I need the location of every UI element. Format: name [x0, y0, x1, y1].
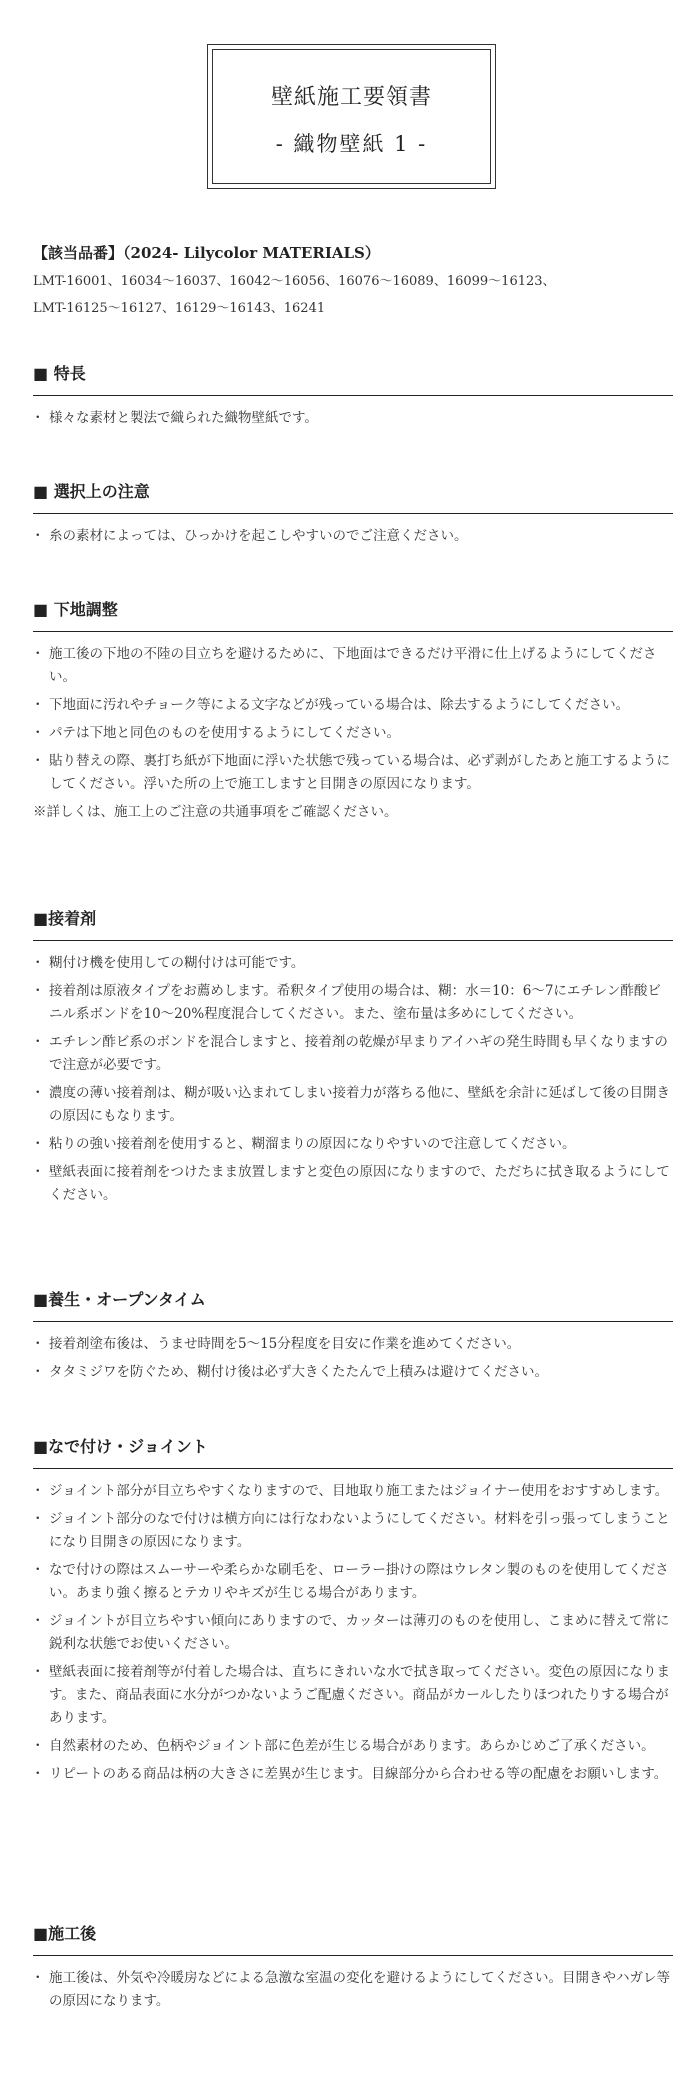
- list-item: ・ エチレン酢ビ系のボンドを混合しますと、接着剤の乾燥が早まりアイハギの発生時間も早くなりますので注意が必要です。: [33, 1031, 673, 1077]
- section-heading: ■施工後: [33, 1921, 673, 1956]
- list-item: ・ 糸の素材によっては、ひっかけを起こしやすいのでご注意ください。: [33, 525, 673, 548]
- list-item: ・ ジョイント部分のなで付けは横方向には行なわないようにしてください。材料を引っ張ってしまうことになり目開きの原因になります。: [33, 1508, 673, 1554]
- section-after-installation: [33, 1921, 673, 2018]
- list-item: ・ パテは下地と同色のものを使用するようにしてください。: [33, 722, 673, 745]
- section-list: [33, 643, 673, 796]
- section-heading: ■ 選択上の注意: [33, 479, 673, 514]
- list-item: ・ 接着剤は原液タイプをお薦めします。希釈タイプ使用の場合は、糊：水＝10：6〜7にエチレン酢酸ビニル系ボンドを10〜20%程度混合してください。また、塗布量は多めにしてください。: [33, 980, 673, 1026]
- list-item: ・ ジョイントが目立ちやすい傾向にありますので、カッターは薄刃のものを使用し、こまめに替えて常に鋭利な状態でお使いください。: [33, 1610, 673, 1656]
- document-subtitle: - 織物壁紙 1 -: [275, 132, 428, 156]
- list-item: ・ 施工後は、外気や冷暖房などによる急激な室温の変化を避けるようにしてください。目開きやハガレ等の原因になります。: [33, 1967, 673, 2013]
- product-codes-line-1: LMT-16001、16034〜16037、16042〜16056、16076〜16089、16099〜16123、: [33, 274, 556, 289]
- section-list: [33, 1967, 673, 2013]
- list-item: ・ 下地面に汚れやチョーク等による文字などが残っている場合は、除去するようにしてください。: [33, 694, 673, 717]
- section-list: [33, 1333, 673, 1384]
- list-item: ・ 壁紙表面に接着剤等が付着した場合は、直ちにきれいな水で拭き取ってください。変色の原因になります。また、商品表面に水分がつかないようご配慮ください。商品がカールしたりほつれたりする場合があります。: [33, 1661, 673, 1730]
- section-list: [33, 1480, 673, 1786]
- list-item: ・ 貼り替えの際、裏打ち紙が下地面に浮いた状態で残っている場合は、必ず剥がしたあと施工するようにしてください。浮いた所の上で施工しますと目開きの原因になります。: [33, 750, 673, 796]
- section-selection-notes: [33, 479, 673, 553]
- applicable-products: [33, 240, 673, 322]
- section-heading: ■なで付け・ジョイント: [33, 1434, 673, 1469]
- section-heading: ■ 下地調整: [33, 597, 673, 632]
- document-title: 壁紙施工要領書: [270, 85, 432, 110]
- list-item: ・ ジョイント部分が目立ちやすくなりますので、目地取り施工またはジョイナー使用をおすすめします。: [33, 1480, 673, 1503]
- list-item: ・ 施工後の下地の不陸の目立ちを避けるために、下地面はできるだけ平滑に仕上げるようにしてください。: [33, 643, 673, 689]
- section-adhesive: [33, 906, 673, 1212]
- products-heading: 【該当品番】: [33, 244, 124, 262]
- product-codes-line-2: LMT-16125〜16127、16129〜16143、16241: [33, 301, 326, 316]
- list-item: ・ タタミジワを防ぐため、糊付け後は必ず大きくたたんで上積みは避けてください。: [33, 1361, 673, 1384]
- list-item: ・ 濃度の薄い接着剤は、糊が吸い込まれてしまい接着力が落ちる他に、壁紙を余計に延ばして後の目開きの原因にもなります。: [33, 1082, 673, 1128]
- section-heading: ■ 特長: [33, 361, 673, 396]
- list-item: ・ 壁紙表面に接着剤をつけたまま放置しますと変色の原因になりますので、ただちに拭き取るようにしてください。: [33, 1161, 673, 1207]
- section-heading: ■養生・オープンタイム: [33, 1287, 673, 1322]
- title-box: [207, 44, 496, 189]
- section-smoothing-joints: [33, 1434, 673, 1791]
- list-item: ・ なで付けの際はスムーサーや柔らかな刷毛を、ローラー掛けの際はウレタン製のものを使用してください。あまり強く擦るとテカリやキズが生じる場合があります。: [33, 1559, 673, 1605]
- section-list: [33, 407, 673, 430]
- list-item: ・ 自然素材のため、色柄やジョイント部に色差が生じる場合があります。あらかじめご了承ください。: [33, 1735, 673, 1758]
- section-note: ※詳しくは、施工上のご注意の共通事項をご確認ください。: [33, 804, 398, 820]
- section-list: [33, 952, 673, 1207]
- section-substrate-preparation: [33, 597, 673, 824]
- list-item: ・ リピートのある商品は柄の大きさに差異が生じます。目線部分から合わせる等の配慮をお願いします。: [33, 1763, 673, 1786]
- section-features: [33, 361, 673, 435]
- section-curing-open-time: [33, 1287, 673, 1389]
- section-list: [33, 525, 673, 548]
- list-item: ・ 接着剤塗布後は、うませ時間を5〜15分程度を目安に作業を進めてください。: [33, 1333, 673, 1356]
- list-item: ・ 糊付け機を使用しての糊付けは可能です。: [33, 952, 673, 975]
- list-item: ・ 粘りの強い接着剤を使用すると、糊溜まりの原因になりやすいので注意してください。: [33, 1133, 673, 1156]
- title-box-inner-border: [212, 49, 491, 184]
- section-heading: ■接着剤: [33, 906, 673, 941]
- list-item: ・ 様々な素材と製法で織られた織物壁紙です。: [33, 407, 673, 430]
- products-brand: （2024- Lilycolor MATERIALS）: [123, 244, 380, 262]
